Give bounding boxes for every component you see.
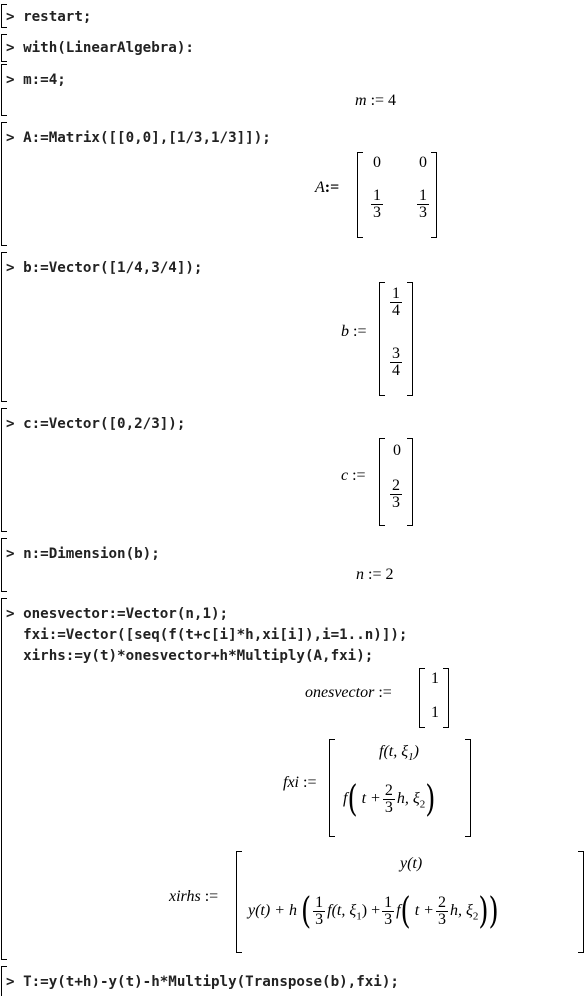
exec-group-restart — [0, 4, 584, 28]
vector-cell: 1 — [431, 704, 439, 721]
assign-op: := — [370, 92, 385, 109]
input-line-b[interactable] — [6, 260, 202, 276]
matrix-cell: 0 — [419, 154, 427, 171]
assign-op: := — [353, 323, 367, 340]
vector-fxi — [329, 739, 471, 837]
input-text: n:=Dimension(b); — [23, 546, 160, 562]
matrix-A — [357, 152, 437, 238]
matrix-left-bracket — [236, 851, 242, 953]
input-line-restart[interactable] — [6, 9, 91, 25]
output-lhs: fxi — [283, 774, 299, 791]
input-text: c:=Vector([0,2/3]); — [23, 416, 186, 432]
input-line-m[interactable] — [6, 72, 66, 88]
prompt: > — [6, 974, 15, 990]
prompt: > — [6, 606, 15, 622]
output-xirhs-label — [169, 888, 218, 906]
vector-cell: f( t + $\frac{2}{3}$ h, $\xi_2$) — [343, 778, 436, 821]
output-value: 2 — [385, 566, 394, 583]
prompt: > — [6, 130, 15, 146]
exec-group-A — [0, 122, 584, 246]
input-text: with(LinearAlgebra): — [23, 40, 194, 56]
input-text: onesvector:=Vector(n,1); — [23, 606, 229, 622]
vector-cell: $\frac{3}{4}$ — [392, 345, 400, 379]
output-c-label — [341, 467, 366, 485]
input-line-onesvector[interactable] — [6, 606, 228, 622]
input-text: T:=y(t+h)-y(t)-h*Multiply(Transpose(b),fxi); — [23, 974, 399, 990]
matrix-right-bracket — [443, 668, 449, 728]
input-line-A[interactable] — [6, 130, 271, 146]
vector-cell: y(t) + h ( $\frac{1}{3}$ f(t, $\xi_1$) + $\frac{1}{3}$ f( t + $\frac{2}{3}$ h, $\xi_2$)) — [248, 890, 499, 933]
assign-op: := — [352, 467, 366, 484]
vector-cell: 1 — [431, 670, 439, 687]
vector-b — [379, 282, 413, 396]
exec-group-c — [0, 408, 584, 532]
prompt: > — [6, 40, 15, 56]
output-lhs: m — [355, 92, 367, 109]
output-lhs: c — [341, 467, 349, 484]
exec-group-n — [0, 538, 584, 592]
output-fxi-label — [283, 774, 316, 792]
vector-cell: y(t) — [400, 855, 423, 872]
vector-xirhs — [236, 851, 584, 953]
input-line-fxi[interactable] — [6, 627, 407, 643]
matrix-left-bracket — [419, 668, 425, 728]
prompt: > — [6, 9, 15, 25]
output-n — [356, 566, 393, 584]
output-lhs: xirhs — [169, 888, 201, 905]
output-A-label — [315, 179, 339, 197]
matrix-left-bracket — [329, 739, 335, 837]
assign-op: := — [204, 888, 219, 905]
input-line-n[interactable] — [6, 546, 160, 562]
input-text: restart; — [23, 9, 92, 25]
input-text: fxi:=Vector([seq(f(t+c[i]*h,xi[i]),i=1..n)]); — [23, 627, 408, 643]
vector-cell: $\frac{2}{3}$ — [392, 477, 400, 511]
input-line-with[interactable] — [6, 40, 194, 56]
matrix-cell: 0 — [373, 154, 381, 171]
matrix-left-bracket — [379, 438, 385, 526]
output-lhs: n — [356, 566, 364, 583]
output-lhs: A — [315, 179, 325, 196]
input-text: A:=Matrix([[0,0],[1/3,1/3]]); — [23, 130, 271, 146]
matrix-left-bracket — [379, 282, 385, 396]
vector-cell: f(t, $\xi_1$) — [379, 743, 419, 764]
assign-op: := — [324, 179, 340, 196]
exec-group-with — [0, 34, 584, 62]
matrix-right-bracket — [578, 851, 584, 953]
input-text: m:=4; — [23, 72, 66, 88]
matrix-left-bracket — [357, 152, 363, 238]
vector-onesvector — [419, 668, 449, 728]
vector-c — [379, 438, 413, 526]
input-line-c[interactable] — [6, 416, 185, 432]
assign-op: := — [368, 566, 382, 583]
exec-group-m — [0, 64, 584, 116]
prompt: > — [6, 546, 15, 562]
vector-cell: 0 — [393, 442, 401, 459]
output-value: 4 — [388, 92, 397, 109]
matrix-cell: $\frac{1}{3}$ — [373, 187, 381, 221]
matrix-right-bracket — [407, 282, 413, 396]
prompt: > — [6, 416, 15, 432]
exec-group-block — [0, 598, 584, 960]
vector-cell: $\frac{1}{4}$ — [392, 285, 400, 319]
matrix-right-bracket — [431, 152, 437, 238]
matrix-right-bracket — [407, 438, 413, 526]
output-lhs: b — [341, 323, 349, 340]
input-line-xirhs[interactable] — [6, 648, 373, 664]
input-text: xirhs:=y(t)*onesvector+h*Multiply(A,fxi); — [23, 648, 374, 664]
output-lhs: onesvector — [305, 684, 375, 701]
input-text: b:=Vector([1/4,3/4]); — [23, 260, 203, 276]
matrix-cell: $\frac{1}{3}$ — [419, 187, 427, 221]
assign-op: := — [378, 684, 392, 701]
exec-group-b — [0, 252, 584, 402]
output-onesvector-label — [305, 684, 392, 702]
prompt: > — [6, 260, 15, 276]
output-m — [355, 92, 396, 110]
prompt: > — [6, 72, 15, 88]
assign-op: := — [303, 774, 317, 791]
output-b-label — [341, 323, 366, 341]
input-line-T[interactable] — [6, 974, 399, 990]
matrix-right-bracket — [465, 739, 471, 837]
